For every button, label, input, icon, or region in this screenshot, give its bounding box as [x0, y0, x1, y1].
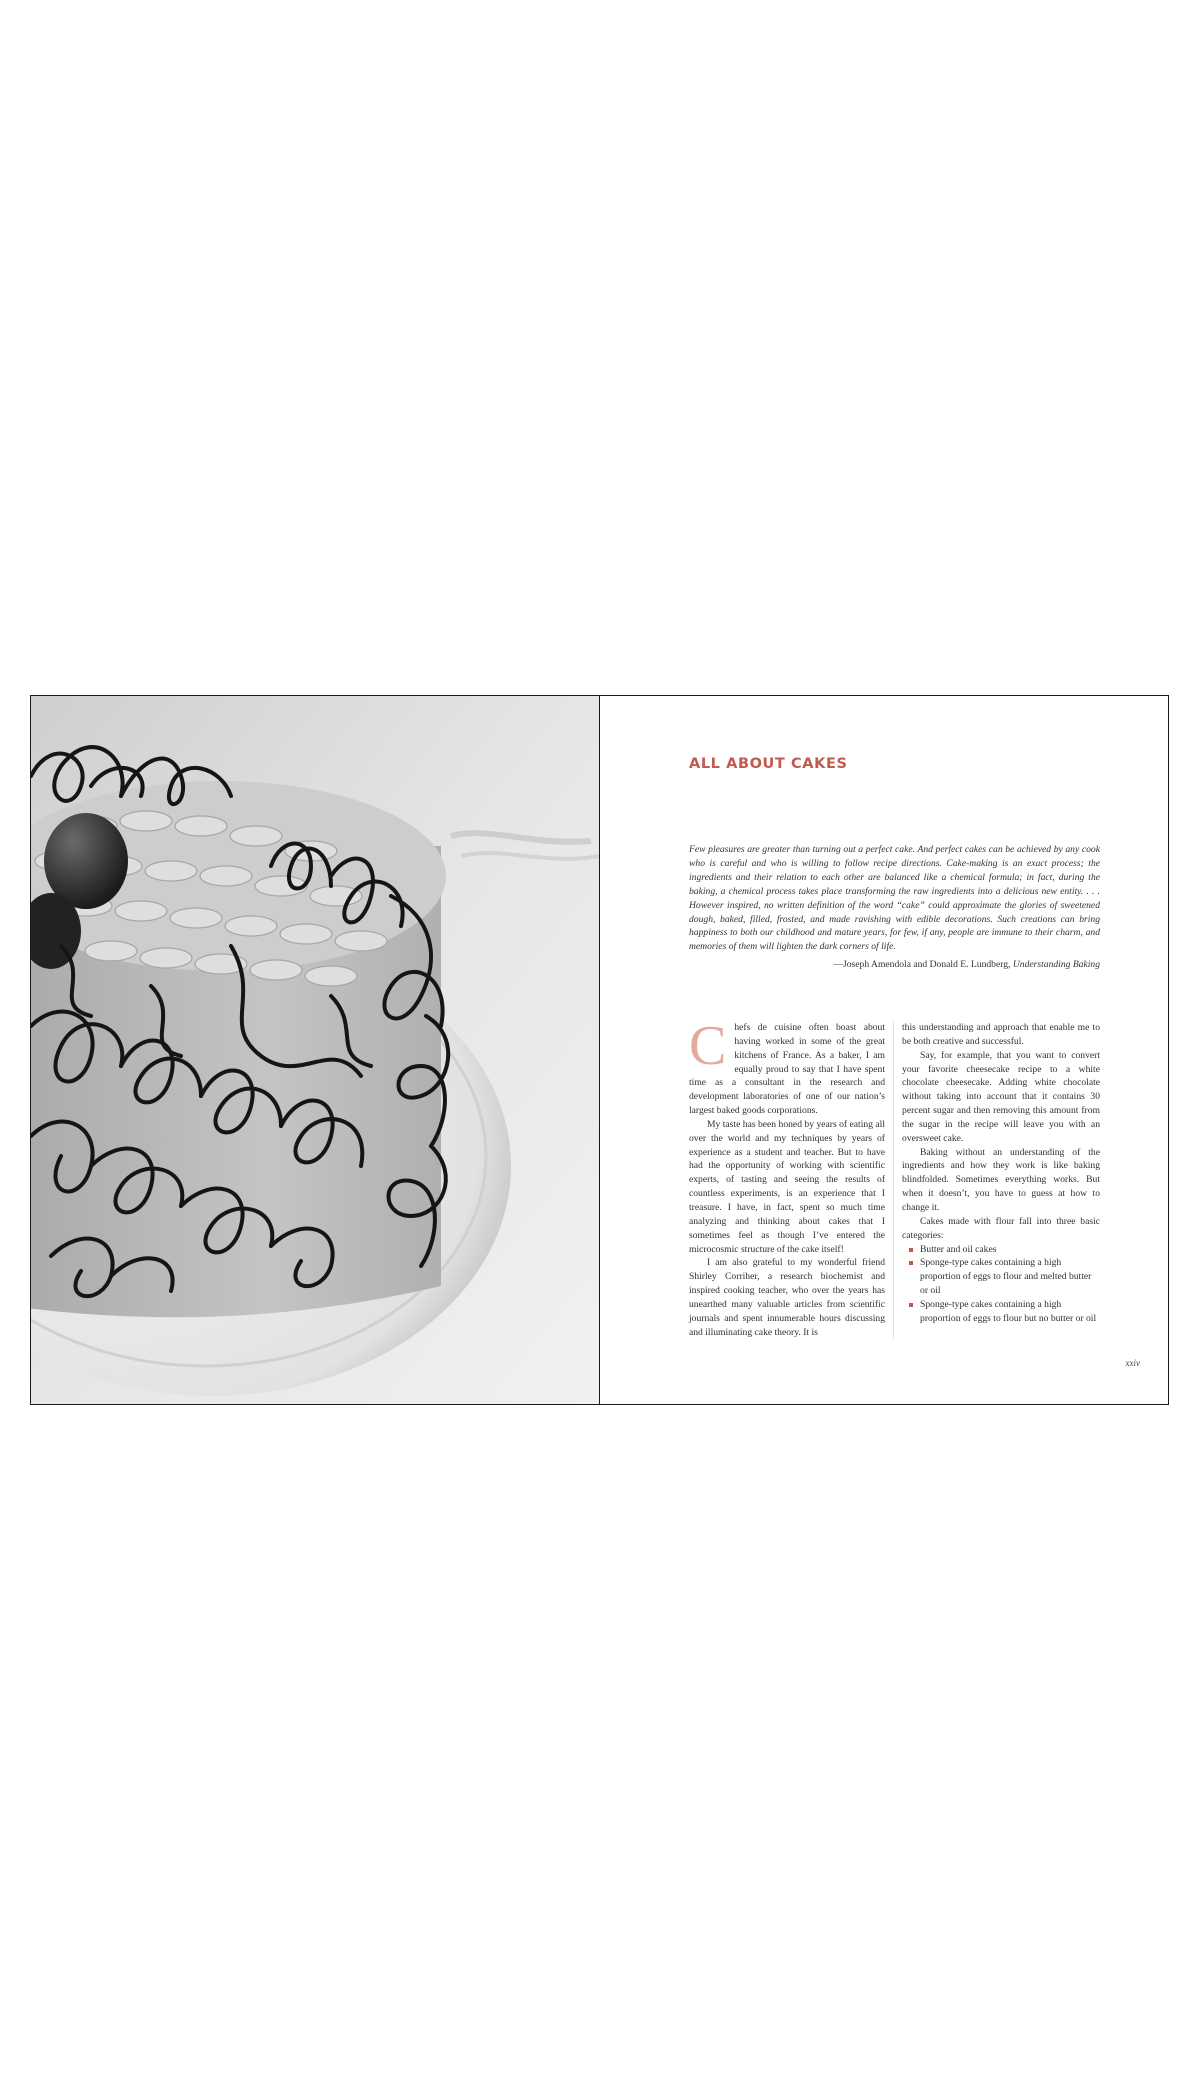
paragraph: Baking without an understanding of the ingredients and how they work is like baking blindfolded. Sometimes everything works. But when it doesn’t, you have to guess at how to change it. [902, 1146, 1100, 1213]
text-page [600, 696, 1168, 1404]
paragraph: My taste has been honed by years of eating all over the world and my techniques by years of experience as a student and teacher. But to have had the opportunity of working with scientific experts, of tasting and seeing the results of countless experiments, is an experience that I treasure. I have, in fact, spent so much time analyzing and thinking about cakes that I sometimes feel as though I’ve entered the microcosmic structure of the cake itself! [689, 1118, 886, 1255]
paragraph [689, 1015, 886, 1118]
attribution-book-title: Understanding Baking [1012, 959, 1100, 970]
paragraph: Cakes made with flour fall into three basic categories: [902, 1215, 1100, 1241]
body-columns [689, 1015, 1100, 1339]
cake-photo-illustration [31, 696, 599, 1404]
cake-photo [31, 696, 600, 1404]
list-item: Sponge-type cakes containing a high proportion of eggs to flour and melted butter or oil [920, 1256, 1100, 1298]
list-item: Butter and oil cakes [920, 1243, 1100, 1257]
right-column [893, 1021, 1100, 1339]
epigraph-attribution [833, 958, 1100, 971]
paragraph: Say, for example, that you want to convert your favorite cheesecake recipe to a white chocolate cheesecake. Adding white chocolate without taking into account that it contains 30 percent sugar and then removing this amount from the sugar in the recipe will leave you with an oversweet cake. [902, 1049, 1100, 1144]
epigraph-quote: Few pleasures are greater than turning out a perfect cake. And perfect cakes can be achieved by any cook who is careful and who is willing to follow recipe directions. Cake-making is an exact process; the ingredients and their relation to each other are balanced like a chemical formula; in fact, during the baking, a chemical process takes place transforming the raw ingredients into a delicious new entity. . . . However inspired, no written definition of the word “cake” could approximate the glories of sweetened dough, baked, filled, frosted, and made ravishing with edible decorations. Such creations can bring happiness to both our childhood and mature years, for few, if any, people are immune to their charm, and memories of them will lighten the dark corners of life. [689, 844, 1100, 953]
attribution-authors: —Joseph Amendola and Donald E. Lundberg, [833, 959, 1013, 970]
drop-cap: C [689, 1015, 727, 1077]
cake-categories-list [902, 1243, 1100, 1326]
page-number: xxiv [1125, 1358, 1140, 1368]
chapter-title: ALL ABOUT CAKES [689, 756, 848, 772]
left-column [689, 1015, 893, 1339]
paragraph: I am also grateful to my wonderful friend Shirley Corriher, a research biochemist and inspired cooking teacher, who over the years has unearthed many valuable articles from scientific journals and spent innumerable hours discussing and illuminating cake theory. It is [689, 1257, 886, 1338]
paragraph: this understanding and approach that enable me to be both creative and successful. [902, 1022, 1100, 1047]
book-spread [30, 695, 1169, 1405]
list-item: Sponge-type cakes containing a high proportion of eggs to flour but no butter or oil [920, 1298, 1100, 1326]
paragraph-text: hefs de cuisine often boast about having worked in some of the great kitchens of France. As a baker, I am equally proud to say that I have spent time as a consultant in the research and development laboratories of one of our nation’s largest baked goods corporations. [689, 1022, 886, 1117]
